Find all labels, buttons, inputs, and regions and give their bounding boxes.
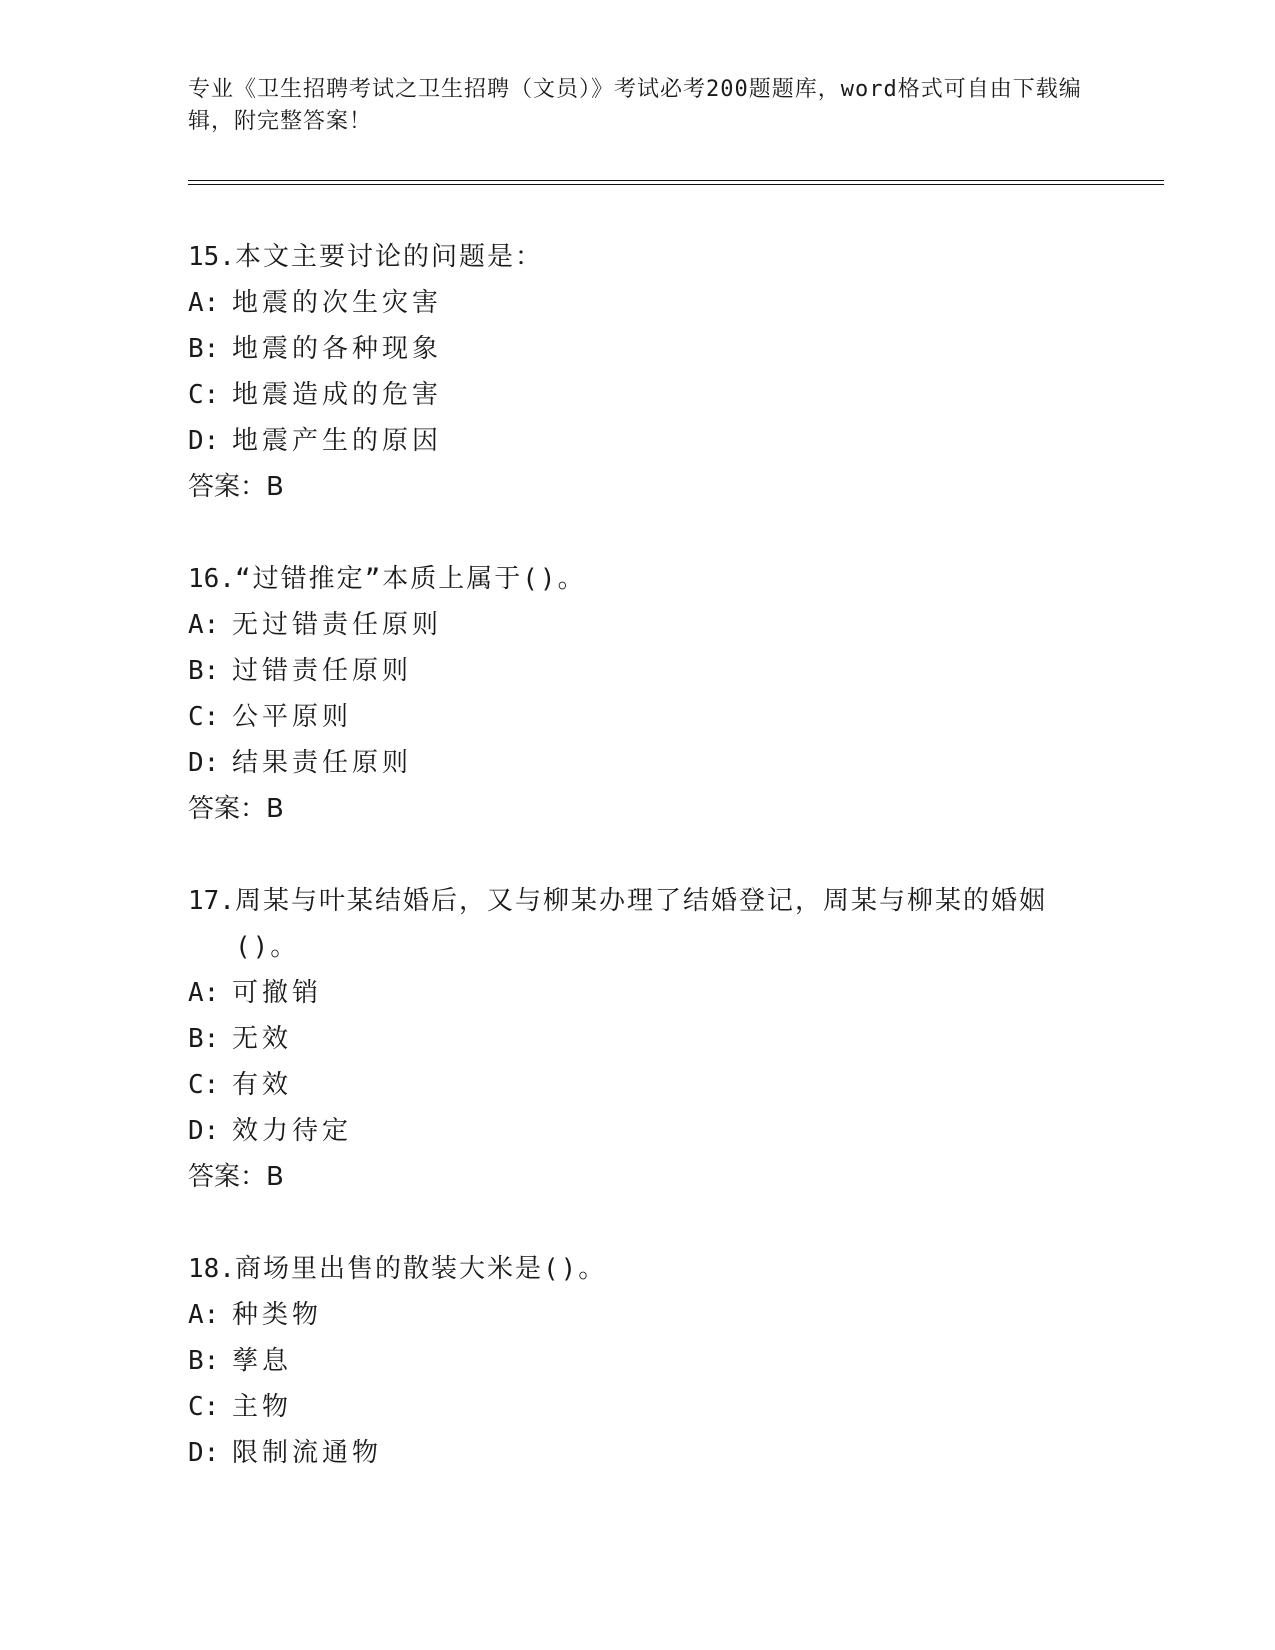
option-text: 公平原则 <box>232 702 353 732</box>
option-key: B: <box>188 1024 220 1054</box>
option-text: 可撤销 <box>232 978 323 1008</box>
option-text: 种类物 <box>232 1300 323 1330</box>
question-text: 商场里出售的散装大米是()。 <box>234 1254 607 1284</box>
question-title <box>188 878 1088 970</box>
question-text: 本文主要讨论的问题是： <box>234 242 543 272</box>
option-c <box>188 1062 1088 1108</box>
option-key: C: <box>188 702 220 732</box>
answer-line: 答案：B <box>188 1162 284 1192</box>
option-b <box>188 326 1088 372</box>
option-c <box>188 372 1088 418</box>
question-list <box>188 234 1088 1522</box>
question-number: 18. <box>188 1254 235 1284</box>
option-text: 限制流通物 <box>232 1438 383 1468</box>
option-c <box>188 694 1088 740</box>
option-key: C: <box>188 1070 220 1100</box>
question-title <box>188 556 1088 602</box>
question-title <box>188 234 1088 280</box>
option-a <box>188 280 1088 326</box>
option-key: B: <box>188 656 220 686</box>
option-d <box>188 1430 1088 1476</box>
option-text: 地震的次生灾害 <box>232 288 443 318</box>
option-text: 主物 <box>232 1392 293 1422</box>
option-key: C: <box>188 380 220 410</box>
option-key: B: <box>188 1346 220 1376</box>
option-b <box>188 1016 1088 1062</box>
option-text: 结果责任原则 <box>232 748 413 778</box>
option-b <box>188 1338 1088 1384</box>
option-text: 有效 <box>232 1070 293 1100</box>
option-key: D: <box>188 426 220 456</box>
option-text: 过错责任原则 <box>232 656 413 686</box>
question-title <box>188 1246 1088 1292</box>
option-key: D: <box>188 1438 220 1468</box>
option-text: 地震造成的危害 <box>232 380 443 410</box>
question-number: 15. <box>188 242 235 272</box>
question-text: 周某与叶某结婚后，又与柳某办理了结婚登记，周某与柳某的婚姻()。 <box>234 886 1047 962</box>
option-d <box>188 1108 1088 1154</box>
option-text: 孳息 <box>232 1346 293 1376</box>
option-a <box>188 602 1088 648</box>
option-key: A: <box>188 978 220 1008</box>
option-text: 效力待定 <box>232 1116 353 1146</box>
option-d <box>188 740 1088 786</box>
question-17 <box>188 878 1088 1200</box>
option-key: B: <box>188 334 220 364</box>
header-divider-top <box>188 180 1164 181</box>
answer-line: 答案：B <box>188 794 284 824</box>
option-text: 无过错责任原则 <box>232 610 443 640</box>
question-18 <box>188 1246 1088 1476</box>
answer-line: 答案：B <box>188 472 284 502</box>
option-text: 地震的各种现象 <box>232 334 443 364</box>
document-intro: 专业《卫生招聘考试之卫生招聘（文员）》考试必考200题题库，word格式可自由下载编辑，附完整答案！ <box>188 77 1082 134</box>
option-key: A: <box>188 288 220 318</box>
question-number: 17. <box>188 886 235 916</box>
header-divider-bottom <box>188 184 1164 185</box>
option-d <box>188 418 1088 464</box>
option-text: 无效 <box>232 1024 293 1054</box>
question-15 <box>188 234 1088 510</box>
option-a <box>188 970 1088 1016</box>
option-key: A: <box>188 610 220 640</box>
option-key: D: <box>188 1116 220 1146</box>
question-text: “过错推定”本质上属于()。 <box>234 564 586 594</box>
option-b <box>188 648 1088 694</box>
option-key: A: <box>188 1300 220 1330</box>
option-text: 地震产生的原因 <box>232 426 443 456</box>
option-c <box>188 1384 1088 1430</box>
question-16 <box>188 556 1088 832</box>
option-key: D: <box>188 748 220 778</box>
question-number: 16. <box>188 564 235 594</box>
option-a <box>188 1292 1088 1338</box>
option-key: C: <box>188 1392 220 1422</box>
